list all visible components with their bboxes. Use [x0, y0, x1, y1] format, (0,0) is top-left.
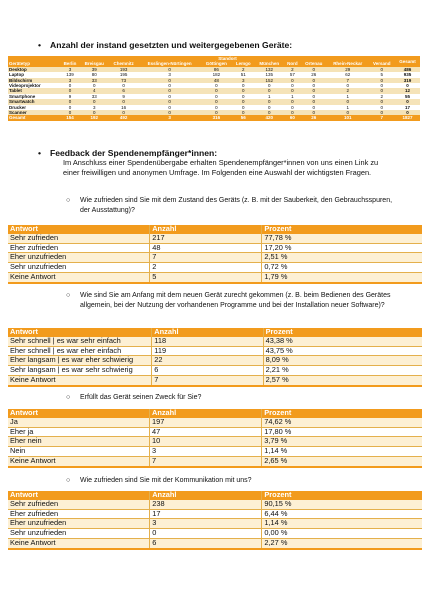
device-count: 0 [369, 110, 395, 115]
device-type: Smartwatch [8, 99, 60, 104]
location-header: Breisgau [80, 61, 109, 66]
answer-label: Eher langsam | es war eher schwierig [8, 356, 152, 366]
device-count: 5 [380, 72, 384, 78]
circle-bullet: ○ [66, 394, 71, 401]
device-count: 3 [139, 115, 201, 120]
question-text: Wie zufrieden sind Sie mit der Kommunikation mit uns? [80, 477, 252, 484]
answer-row [8, 538, 422, 548]
device-row-total: 0 [395, 99, 420, 104]
device-count: 0 [268, 83, 271, 89]
device-count: 0 [327, 110, 369, 115]
device-count: 139 [66, 72, 74, 78]
answer-row [8, 375, 422, 385]
answer-header: Antwort [8, 409, 149, 418]
answer-label: Sehr schnell | es war sehr einfach [8, 337, 152, 346]
device-count: 0 [346, 83, 349, 89]
location-header: München [255, 61, 284, 66]
device-count: 1 [268, 93, 271, 99]
answer-label: Keine Antwort [8, 375, 152, 385]
device-type: Videoprojektor [9, 83, 41, 89]
answer-label: Keine Antwort [8, 456, 149, 466]
col-label: Gerätetyp [8, 61, 60, 66]
device-count: 1 [291, 93, 294, 99]
answer-count: 7 [150, 253, 262, 263]
bullet: • [38, 40, 42, 50]
device-count: 0 [284, 88, 301, 93]
device-row-total: 486 [395, 67, 420, 72]
answers-header-row [8, 491, 422, 500]
device-count: 0 [301, 78, 327, 83]
answer-percent: 77,78 % [262, 234, 422, 243]
device-type: Smartphone [9, 93, 36, 99]
answer-header: Antwort [8, 491, 150, 500]
device-count: 195 [119, 72, 128, 78]
percent-header: Prozent [262, 491, 422, 500]
answer-label: Eher zufrieden [8, 243, 150, 253]
device-count: 154 [60, 115, 80, 120]
device-count: 492 [109, 115, 139, 120]
percent-header: Prozent [262, 409, 422, 418]
answer-count: 217 [150, 234, 262, 243]
device-count: 0 [255, 88, 284, 93]
answer-percent: 1,14 % [262, 447, 422, 457]
answer-percent: 90,15 % [262, 500, 422, 509]
count-header: Anzahl [149, 409, 261, 418]
device-count: 2 [327, 88, 369, 93]
device-count: 0 [168, 104, 171, 110]
answers-header-row [8, 225, 422, 234]
answer-row [8, 509, 422, 519]
location-header: Esslingen-Nürtingen [139, 61, 201, 66]
answer-count: 22 [152, 356, 263, 366]
answer-label: Sehr zufrieden [8, 500, 150, 509]
device-count: 4 [80, 88, 109, 93]
device-count: 0 [201, 110, 232, 115]
device-row-total: 55 [404, 93, 410, 99]
location-header: Nord [284, 61, 301, 66]
device-count: 0 [369, 88, 395, 93]
device-count: 0 [242, 83, 245, 89]
answer-percent: 8,09 % [263, 356, 422, 366]
answer-label: Eher schnell | es war eher einfach [8, 346, 152, 356]
device-row-total: 935 [403, 72, 412, 78]
device-count: 420 [255, 115, 284, 120]
device-count: 0 [242, 93, 245, 99]
device-count: 0 [201, 99, 232, 104]
heading-text: Feedback der Spendenempfänger*innen: [50, 148, 218, 158]
answer-count: 6 [150, 538, 262, 548]
device-count: 0 [327, 99, 369, 104]
answer-count: 7 [152, 375, 263, 385]
device-count: 182 [212, 72, 221, 78]
device-count: 0 [109, 110, 139, 115]
device-count: 0 [201, 88, 232, 93]
device-count: 0 [60, 110, 80, 115]
answer-count: 2 [150, 263, 262, 273]
answer-count: 10 [149, 437, 261, 447]
device-count: 0 [232, 88, 255, 93]
device-count: 0 [380, 104, 384, 110]
device-count: 3 [60, 67, 80, 72]
question-2 [66, 291, 400, 310]
answer-row [8, 529, 422, 539]
device-count: 0 [215, 104, 218, 110]
device-count: 0 [60, 88, 80, 93]
device-count: 192 [80, 115, 109, 120]
device-count: 57 [289, 72, 295, 78]
answer-label: Keine Antwort [8, 538, 150, 548]
device-count: 2 [232, 67, 255, 72]
location-header: Berlin [60, 61, 80, 66]
answer-count: 238 [150, 500, 262, 509]
answer-percent: 1,14 % [262, 519, 422, 529]
device-count: 33 [80, 78, 109, 83]
device-count: 9 [68, 93, 72, 99]
answer-label: Sehr zufrieden [8, 234, 150, 243]
device-count: 3 [92, 104, 96, 110]
device-count: 0 [312, 83, 316, 89]
answer-count: 5 [150, 272, 262, 282]
answer-label: Eher ja [8, 427, 149, 437]
answer-percent: 2,57 % [263, 375, 422, 385]
answer-count: 0 [150, 529, 262, 539]
answer-percent: 2,27 % [262, 538, 422, 548]
device-row-total: 0 [406, 83, 409, 89]
device-count: 135 [265, 72, 274, 78]
percent-header: Prozent [262, 225, 422, 234]
answer-row [8, 427, 422, 437]
device-count: 29 [327, 67, 369, 72]
answer-label: Keine Antwort [8, 272, 150, 282]
device-count: 0 [80, 99, 109, 104]
device-count: 0 [232, 110, 255, 115]
question-text: Wie zufrieden sind Sie mit dem Zustand des Geräts (z. B. mit der Sauberkeit, den Gebrauchsspuren, der Ausstattung)? [80, 197, 393, 214]
device-count: 0 [80, 110, 109, 115]
device-count: 0 [242, 104, 245, 110]
answer-row [8, 337, 422, 346]
location-header: Rhein-Neckar [327, 61, 369, 66]
percent-header: Prozent [263, 328, 422, 337]
device-count: 0 [312, 93, 316, 99]
device-count: 2 [380, 93, 384, 99]
answers-table-q1 [8, 225, 422, 284]
answer-row [8, 519, 422, 529]
device-count: 316 [201, 115, 232, 120]
answer-percent: 0,00 % [262, 529, 422, 539]
device-count: 0 [139, 88, 201, 93]
answer-percent: 0,72 % [262, 263, 422, 273]
device-row-total: 0 [395, 110, 420, 115]
device-count: 39 [80, 67, 109, 72]
answers-table-q3 [8, 409, 422, 468]
device-count: 0 [268, 104, 271, 110]
device-count: 0 [284, 99, 301, 104]
device-count: 0 [291, 83, 294, 89]
answer-percent: 74,62 % [262, 418, 422, 427]
device-count: 0 [301, 110, 327, 115]
device-count: 26 [301, 115, 327, 120]
answer-label: Sehr unzufrieden [8, 529, 150, 539]
location-header: Chemnitz [109, 61, 139, 66]
answer-label: Eher unzufrieden [8, 253, 150, 263]
device-count: 0 [369, 67, 395, 72]
device-type: Bildschirm [8, 78, 60, 83]
device-count: 0 [139, 78, 201, 83]
device-count: 86 [201, 67, 232, 72]
device-count: 0 [301, 99, 327, 104]
location-header: Göttingen [201, 61, 232, 66]
answer-row [8, 418, 422, 427]
answer-row [8, 447, 422, 457]
device-count: 0 [369, 99, 395, 104]
device-count: 0 [312, 104, 316, 110]
heading-text: Anzahl der instand gesetzten und weitergegebenen Geräte: [50, 40, 293, 50]
total-header: Gesamt [395, 56, 420, 67]
count-header: Anzahl [150, 491, 262, 500]
answer-row [8, 243, 422, 253]
device-count: 3 [168, 72, 171, 78]
device-count: 48 [201, 78, 232, 83]
answer-row [8, 437, 422, 447]
count-header: Anzahl [152, 328, 263, 337]
device-count: 0 [215, 83, 218, 89]
device-count: 0 [68, 83, 72, 89]
answer-row [8, 366, 422, 376]
answer-header: Antwort [8, 225, 150, 234]
answer-percent: 17,20 % [262, 243, 422, 253]
answer-percent: 43,38 % [263, 337, 422, 346]
device-count: 6 [109, 88, 139, 93]
device-count: 0 [301, 88, 327, 93]
device-count: 0 [291, 104, 294, 110]
device-row-total: 1827 [395, 115, 420, 120]
device-total-row [8, 115, 420, 120]
device-count: 0 [255, 99, 284, 104]
device-count: 3 [232, 78, 255, 83]
device-count: 0 [109, 99, 139, 104]
answers-table-q2 [8, 328, 422, 387]
location-header: Lemgo [232, 61, 255, 66]
device-type: Gesamt [8, 115, 60, 120]
device-count: 0 [284, 110, 301, 115]
device-row-total: 319 [395, 78, 420, 83]
question-text: Wie sind Sie am Anfang mit dem neuen Gerät zurecht gekommen (z. B. beim Bedienen des Gerätes allgemein, bei der Nutzung der vorhandenen Programme und bei der Installation neuer Software)? [80, 292, 391, 309]
answer-count: 47 [149, 427, 261, 437]
question-1 [66, 196, 400, 215]
device-count: 0 [122, 83, 125, 89]
answer-percent: 3,79 % [262, 437, 422, 447]
device-row-total: 17 [404, 104, 410, 110]
circle-bullet: ○ [66, 477, 71, 484]
answer-row [8, 500, 422, 509]
device-count: 0 [60, 99, 80, 104]
device-count: 0 [139, 67, 201, 72]
device-type: Laptop [9, 72, 24, 78]
answer-row [8, 253, 422, 263]
answer-label: Sehr langsam | es war sehr schwierig [8, 366, 152, 376]
answer-count: 7 [149, 456, 261, 466]
device-count: 0 [68, 104, 72, 110]
device-count: 60 [284, 115, 301, 120]
answer-count: 197 [149, 418, 261, 427]
device-count: 132 [255, 67, 284, 72]
answer-row [8, 263, 422, 273]
answer-label: Eher zufrieden [8, 509, 150, 519]
device-count: 0 [92, 83, 96, 89]
device-type: Desktop [8, 67, 60, 72]
answer-count: 17 [150, 509, 262, 519]
answer-percent: 2,51 % [262, 253, 422, 263]
device-count: 62 [345, 72, 351, 78]
device-count: 0 [139, 99, 201, 104]
device-count: 7 [327, 78, 369, 83]
question-text: Erfüllt das Gerät seinen Zweck für Sie? [80, 394, 202, 401]
device-count: 0 [380, 83, 384, 89]
answer-label: Eher unzufrieden [8, 519, 150, 529]
answer-label: Eher nein [8, 437, 149, 447]
answer-row [8, 456, 422, 466]
device-count: 0 [301, 67, 327, 72]
circle-bullet: ○ [66, 292, 71, 299]
device-count: 0 [168, 93, 171, 99]
device-count: 0 [369, 78, 395, 83]
device-count: 0 [215, 93, 218, 99]
answer-percent: 17,80 % [262, 427, 422, 437]
device-count: 3 [60, 78, 80, 83]
answer-label: Nein [8, 447, 149, 457]
answer-count: 3 [149, 447, 261, 457]
answers-header-row [8, 409, 422, 418]
intro-paragraph: Im Anschluss einer Spendenübergabe erhalten Spendenempfänger*innen von uns einen Link zu einer freiwilligen und anonymen Umfrage. Im Folgenden eine Auswahl der wichtigsten Fragen. [63, 158, 379, 177]
answer-percent: 2,21 % [263, 366, 422, 376]
device-count: 7 [369, 115, 395, 120]
answer-count: 119 [152, 346, 263, 356]
answer-label: Ja [8, 418, 149, 427]
device-count: 2 [284, 67, 301, 72]
answer-count: 48 [150, 243, 262, 253]
answer-count: 118 [152, 337, 263, 346]
answer-row [8, 272, 422, 282]
group-header: Standort [60, 56, 395, 61]
answer-percent: 43,75 % [263, 346, 422, 356]
answer-label: Sehr unzufrieden [8, 263, 150, 273]
section-heading-devices [38, 40, 293, 50]
device-count: 26 [311, 72, 317, 78]
device-count: 80 [91, 72, 97, 78]
device-type: Drucker [9, 104, 27, 110]
count-header: Anzahl [150, 225, 262, 234]
device-type: Scanner [8, 110, 60, 115]
device-count: 0 [232, 99, 255, 104]
question-4 [66, 476, 400, 486]
device-count: 1 [346, 93, 349, 99]
section-heading-feedback [38, 148, 218, 158]
device-row-total: 12 [395, 88, 420, 93]
device-table [8, 56, 420, 121]
device-count: 33 [91, 93, 97, 99]
device-count: 73 [109, 78, 139, 83]
device-count: 0 [255, 110, 284, 115]
device-count: 152 [255, 78, 284, 83]
bullet: • [38, 148, 42, 158]
device-count: 56 [232, 115, 255, 120]
device-count: 0 [139, 110, 201, 115]
device-count: 0 [284, 78, 301, 83]
device-count: 16 [121, 104, 127, 110]
answer-row [8, 234, 422, 243]
device-count: 101 [327, 115, 369, 120]
answer-count: 3 [150, 519, 262, 529]
device-count: 193 [109, 67, 139, 72]
location-header: Versand [369, 61, 395, 66]
device-count: 9 [122, 93, 125, 99]
answers-table-q4 [8, 491, 422, 550]
answer-count: 6 [152, 366, 263, 376]
circle-bullet: ○ [66, 197, 71, 204]
answer-percent: 2,65 % [262, 456, 422, 466]
answer-percent: 1,79 % [262, 272, 422, 282]
device-count: 0 [168, 83, 171, 89]
question-3 [66, 393, 400, 403]
answer-header: Antwort [8, 328, 152, 337]
device-count: 1 [346, 104, 349, 110]
location-header: Ortenau [301, 61, 327, 66]
answer-percent: 6,44 % [262, 509, 422, 519]
device-count: 51 [240, 72, 246, 78]
device-type: Tablet [8, 88, 60, 93]
